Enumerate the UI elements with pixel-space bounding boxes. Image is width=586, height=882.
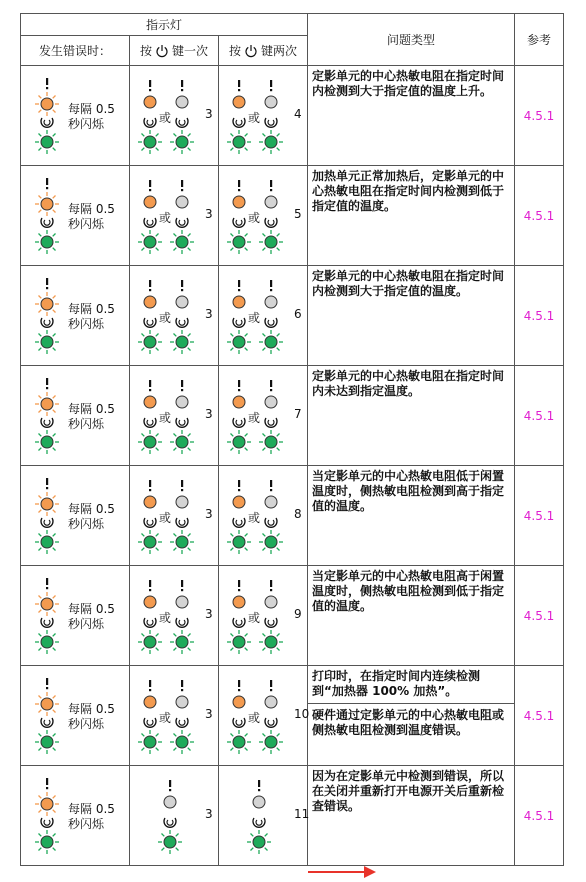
toner-icon (265, 218, 277, 227)
led-icon (35, 192, 59, 216)
alert-icon (149, 80, 151, 91)
alert-icon (149, 680, 151, 691)
table-row (21, 66, 564, 166)
toner-icon (265, 418, 277, 427)
alert-icon (181, 580, 183, 591)
or-label: 或 (159, 111, 172, 125)
reference-link[interactable]: 4.5.1 (515, 266, 564, 366)
toner-icon (176, 218, 188, 227)
blink-label-2: 秒闪烁 (68, 317, 105, 331)
led-icon (35, 492, 59, 516)
toner-icon (233, 518, 245, 527)
table-row (21, 266, 564, 366)
toner-icon (41, 818, 53, 827)
alert-icon (181, 180, 183, 191)
press-once-cell (130, 266, 219, 366)
alert-icon (270, 680, 272, 691)
led-icon (265, 296, 277, 308)
or-label: 或 (159, 611, 172, 625)
alert-icon (149, 480, 151, 491)
led-icon (233, 196, 245, 208)
toner-icon (144, 318, 156, 327)
alert-icon (149, 580, 151, 591)
error-indicator-cell (21, 266, 130, 366)
issue-cell (308, 466, 515, 566)
alert-icon (238, 180, 240, 191)
led-icon (259, 130, 283, 154)
or-label: 或 (248, 211, 261, 225)
led-icon (253, 796, 265, 808)
toner-icon (144, 518, 156, 527)
alert-icon (181, 680, 183, 691)
reference-link[interactable]: 4.5.1 (515, 766, 564, 866)
press-twice-cell (219, 366, 308, 466)
toner-icon (253, 818, 265, 827)
error-indicator-cell (21, 466, 130, 566)
table-row (21, 766, 564, 866)
press-twice-cell (219, 566, 308, 666)
alert-icon (270, 380, 272, 391)
issue-cell (308, 666, 515, 766)
led-icon (144, 696, 156, 708)
led-icon (233, 496, 245, 508)
led-icon (247, 830, 271, 854)
reference-link[interactable]: 4.5.1 (515, 366, 564, 466)
toner-icon (176, 518, 188, 527)
alert-icon (181, 80, 183, 91)
led-icon (176, 196, 188, 208)
led-icon (144, 196, 156, 208)
led-icon (35, 792, 59, 816)
blink-code: 6 (294, 307, 302, 321)
toner-icon (233, 218, 245, 227)
toner-icon (265, 718, 277, 727)
blink-code: 5 (294, 207, 302, 221)
toner-icon (176, 418, 188, 427)
led-icon (259, 530, 283, 554)
led-icon (227, 530, 251, 554)
issue-cell (308, 766, 515, 866)
toner-icon (41, 518, 53, 527)
alert-icon (46, 478, 48, 489)
error-indicator-cell (21, 766, 130, 866)
alert-icon (270, 580, 272, 591)
blink-label-2: 秒闪烁 (68, 817, 105, 831)
blink-code: 8 (294, 507, 302, 521)
toner-icon (233, 118, 245, 127)
alert-icon (270, 180, 272, 191)
led-icon (138, 630, 162, 654)
or-label: 或 (159, 311, 172, 325)
alert-icon (270, 280, 272, 291)
toner-icon (144, 418, 156, 427)
error-indicator-cell (21, 566, 130, 666)
error-indicator-cell (21, 366, 130, 466)
toner-icon (41, 718, 53, 727)
toner-icon (176, 118, 188, 127)
blink-code: 3 (205, 307, 213, 321)
led-icon (259, 230, 283, 254)
reference-link[interactable]: 4.5.1 (515, 166, 564, 266)
toner-icon (265, 118, 277, 127)
or-label: 或 (159, 411, 172, 425)
toner-icon (41, 218, 53, 227)
alert-icon (238, 480, 240, 491)
led-icon (259, 730, 283, 754)
alert-icon (238, 80, 240, 91)
led-icon (265, 696, 277, 708)
blink-label-1: 每隔 0.5 (68, 302, 115, 316)
alert-icon (258, 780, 260, 791)
press-once-cell (130, 466, 219, 566)
toner-icon (265, 518, 277, 527)
issue-type-header: 问题类型 (308, 14, 515, 66)
toner-icon (144, 218, 156, 227)
indicator-header: 指示灯 (21, 14, 308, 36)
led-icon (176, 296, 188, 308)
issue-text: 当定影单元的中心热敏电阻低于闲置温度时，侧热敏电阻检测到高于指定值的温度。 (312, 469, 505, 513)
led-icon (265, 96, 277, 108)
blink-label-1: 每隔 0.5 (68, 502, 115, 516)
press-twice-cell (219, 666, 308, 766)
led-icon (265, 496, 277, 508)
toner-icon (41, 418, 53, 427)
led-icon (233, 696, 245, 708)
alert-icon (46, 578, 48, 589)
issue-cell (308, 366, 515, 466)
issue-text: 因为在定影单元中检测到错误，所以在关闭并重新打开电源开关后重新检查错误。 (312, 769, 505, 813)
once-label: 键一次 (172, 44, 209, 58)
toner-icon (164, 818, 176, 827)
press-once-cell (130, 366, 219, 466)
led-icon (138, 530, 162, 554)
toner-icon (41, 618, 53, 627)
or-label: 或 (159, 211, 172, 225)
led-icon (170, 430, 194, 454)
reference-link[interactable]: 4.5.1 (515, 66, 564, 166)
alert-icon (181, 480, 183, 491)
alert-icon (238, 580, 240, 591)
issue-cell (308, 566, 515, 666)
alert-icon (46, 778, 48, 789)
table-row (21, 366, 564, 466)
led-icon (176, 596, 188, 608)
led-icon (35, 730, 59, 754)
led-icon (35, 830, 59, 854)
reference-header: 参考 (515, 14, 564, 66)
alert-icon (238, 280, 240, 291)
led-icon (144, 296, 156, 308)
press-twice-header (219, 36, 308, 66)
or-label: 或 (248, 511, 261, 525)
led-icon (144, 96, 156, 108)
issue-text: 定影单元的中心热敏电阻在指定时间内检测到大于指定值的温度上升。 (312, 69, 505, 98)
power-icon (155, 44, 169, 58)
toner-icon (265, 318, 277, 327)
alert-icon (149, 180, 151, 191)
alert-icon (46, 678, 48, 689)
led-icon (35, 392, 59, 416)
led-icon (35, 130, 59, 154)
error-indicator-cell (21, 666, 130, 766)
led-icon (176, 96, 188, 108)
led-icon (176, 696, 188, 708)
issue-cell (308, 166, 515, 266)
led-icon (35, 92, 59, 116)
blink-label-1: 每隔 0.5 (68, 402, 115, 416)
led-icon (35, 292, 59, 316)
led-icon (227, 230, 251, 254)
table-row (21, 466, 564, 566)
toner-icon (41, 118, 53, 127)
issue-text: 当定影单元的中心热敏电阻高于闲置温度时，侧热敏电阻检测到低于指定值的温度。 (312, 569, 505, 613)
blink-label-1: 每隔 0.5 (68, 702, 115, 716)
blink-code: 3 (205, 207, 213, 221)
blink-code: 3 (205, 407, 213, 421)
alert-icon (270, 80, 272, 91)
alert-icon (238, 680, 240, 691)
arrow-icon (308, 862, 378, 880)
or-label: 或 (248, 611, 261, 625)
twice-label: 键两次 (261, 44, 298, 58)
press-twice-cell (219, 266, 308, 366)
alert-icon (181, 380, 183, 391)
press-twice-cell (219, 166, 308, 266)
table-row (21, 666, 564, 766)
toner-icon (176, 318, 188, 327)
led-icon (265, 396, 277, 408)
issue-cell (308, 266, 515, 366)
press-label: 按 (139, 44, 152, 58)
or-label: 或 (248, 411, 261, 425)
led-icon (138, 130, 162, 154)
alert-icon (46, 378, 48, 389)
press-once-cell (130, 766, 219, 866)
toner-icon (144, 718, 156, 727)
press-once-cell (130, 166, 219, 266)
blink-label-1: 每隔 0.5 (68, 802, 115, 816)
blink-code: 7 (294, 407, 302, 421)
led-icon (138, 330, 162, 354)
error-indicator-cell (21, 166, 130, 266)
alert-icon (46, 78, 48, 89)
led-icon (35, 430, 59, 454)
led-icon (170, 330, 194, 354)
alert-icon (46, 278, 48, 289)
press-twice-cell (219, 766, 308, 866)
power-icon (244, 44, 258, 58)
blink-code: 3 (205, 607, 213, 621)
led-icon (170, 130, 194, 154)
blink-label-2: 秒闪烁 (68, 717, 105, 731)
blink-label-1: 每隔 0.5 (68, 102, 115, 116)
led-icon (170, 530, 194, 554)
blink-label-2: 秒闪烁 (68, 417, 105, 431)
led-icon (138, 230, 162, 254)
reference-link[interactable]: 4.5.1 (515, 566, 564, 666)
led-icon (35, 630, 59, 654)
press-twice-cell (219, 466, 308, 566)
on-error-header: 发生错误时： (21, 36, 130, 66)
led-icon (259, 430, 283, 454)
led-icon (259, 330, 283, 354)
led-icon (233, 596, 245, 608)
toner-icon (144, 118, 156, 127)
led-icon (35, 230, 59, 254)
press-label: 按 (229, 44, 242, 58)
or-label: 或 (159, 711, 172, 725)
toner-icon (176, 718, 188, 727)
alert-icon (149, 380, 151, 391)
led-icon (35, 692, 59, 716)
led-icon (35, 592, 59, 616)
toner-icon (233, 718, 245, 727)
blink-code: 10 (294, 707, 310, 721)
issue-text: 打印时，在指定时间内连续检测到“加热器 100% 加热”。 (308, 666, 514, 704)
blink-label-2: 秒闪烁 (68, 517, 105, 531)
led-icon (176, 496, 188, 508)
or-label: 或 (248, 111, 261, 125)
led-icon (138, 730, 162, 754)
blink-label-2: 秒闪烁 (68, 217, 105, 231)
blink-code: 9 (294, 607, 302, 621)
error-table (20, 13, 564, 866)
toner-icon (233, 618, 245, 627)
issue-text: 定影单元的中心热敏电阻在指定时间内检测到大于指定值的温度。 (312, 269, 505, 298)
led-icon (227, 430, 251, 454)
blink-code: 3 (205, 807, 213, 821)
led-icon (176, 396, 188, 408)
reference-link[interactable]: 4.5.1 (515, 666, 564, 766)
table-row (21, 566, 564, 666)
led-icon (164, 796, 176, 808)
blink-code: 3 (205, 707, 213, 721)
led-icon (35, 530, 59, 554)
issue-text: 加热单元正常加热后，定影单元的中心热敏电阻在指定时间内检测到低于指定值的温度。 (312, 169, 505, 213)
led-icon (227, 130, 251, 154)
led-icon (170, 630, 194, 654)
or-label: 或 (248, 711, 261, 725)
alert-icon (270, 480, 272, 491)
table-row (21, 166, 564, 266)
blink-label-1: 每隔 0.5 (68, 602, 115, 616)
blink-label-1: 每隔 0.5 (68, 202, 115, 216)
alert-icon (46, 178, 48, 189)
blink-code: 3 (205, 107, 213, 121)
led-icon (144, 596, 156, 608)
or-label: 或 (248, 311, 261, 325)
issue-text-2: 硬件通过定影单元的中心热敏电阻或侧热敏电阻检测到温度错误。 (312, 708, 505, 737)
issue-text: 定影单元的中心热敏电阻在指定时间内未达到指定温度。 (312, 369, 505, 398)
toner-icon (41, 318, 53, 327)
toner-icon (233, 318, 245, 327)
alert-icon (169, 780, 171, 791)
led-icon (265, 196, 277, 208)
blink-code: 11 (294, 807, 310, 821)
led-icon (144, 496, 156, 508)
toner-icon (144, 618, 156, 627)
alert-icon (149, 280, 151, 291)
alert-icon (181, 280, 183, 291)
blink-code: 3 (205, 507, 213, 521)
reference-link[interactable]: 4.5.1 (515, 466, 564, 566)
press-once-cell (130, 66, 219, 166)
toner-icon (233, 418, 245, 427)
led-icon (227, 730, 251, 754)
led-icon (170, 230, 194, 254)
blink-label-2: 秒闪烁 (68, 617, 105, 631)
led-icon (227, 330, 251, 354)
press-twice-cell (219, 66, 308, 166)
alert-icon (238, 380, 240, 391)
blink-code: 4 (294, 107, 302, 121)
led-icon (144, 396, 156, 408)
press-once-cell (130, 566, 219, 666)
press-once-cell (130, 666, 219, 766)
led-icon (259, 630, 283, 654)
blink-label-2: 秒闪烁 (68, 117, 105, 131)
press-once-header (130, 36, 219, 66)
error-indicator-cell (21, 66, 130, 166)
led-icon (35, 330, 59, 354)
toner-icon (176, 618, 188, 627)
or-label: 或 (159, 511, 172, 525)
issue-cell (308, 66, 515, 166)
led-icon (138, 430, 162, 454)
led-icon (265, 596, 277, 608)
led-icon (158, 830, 182, 854)
led-icon (233, 296, 245, 308)
led-icon (233, 96, 245, 108)
led-icon (227, 630, 251, 654)
led-icon (233, 396, 245, 408)
toner-icon (265, 618, 277, 627)
led-icon (170, 730, 194, 754)
